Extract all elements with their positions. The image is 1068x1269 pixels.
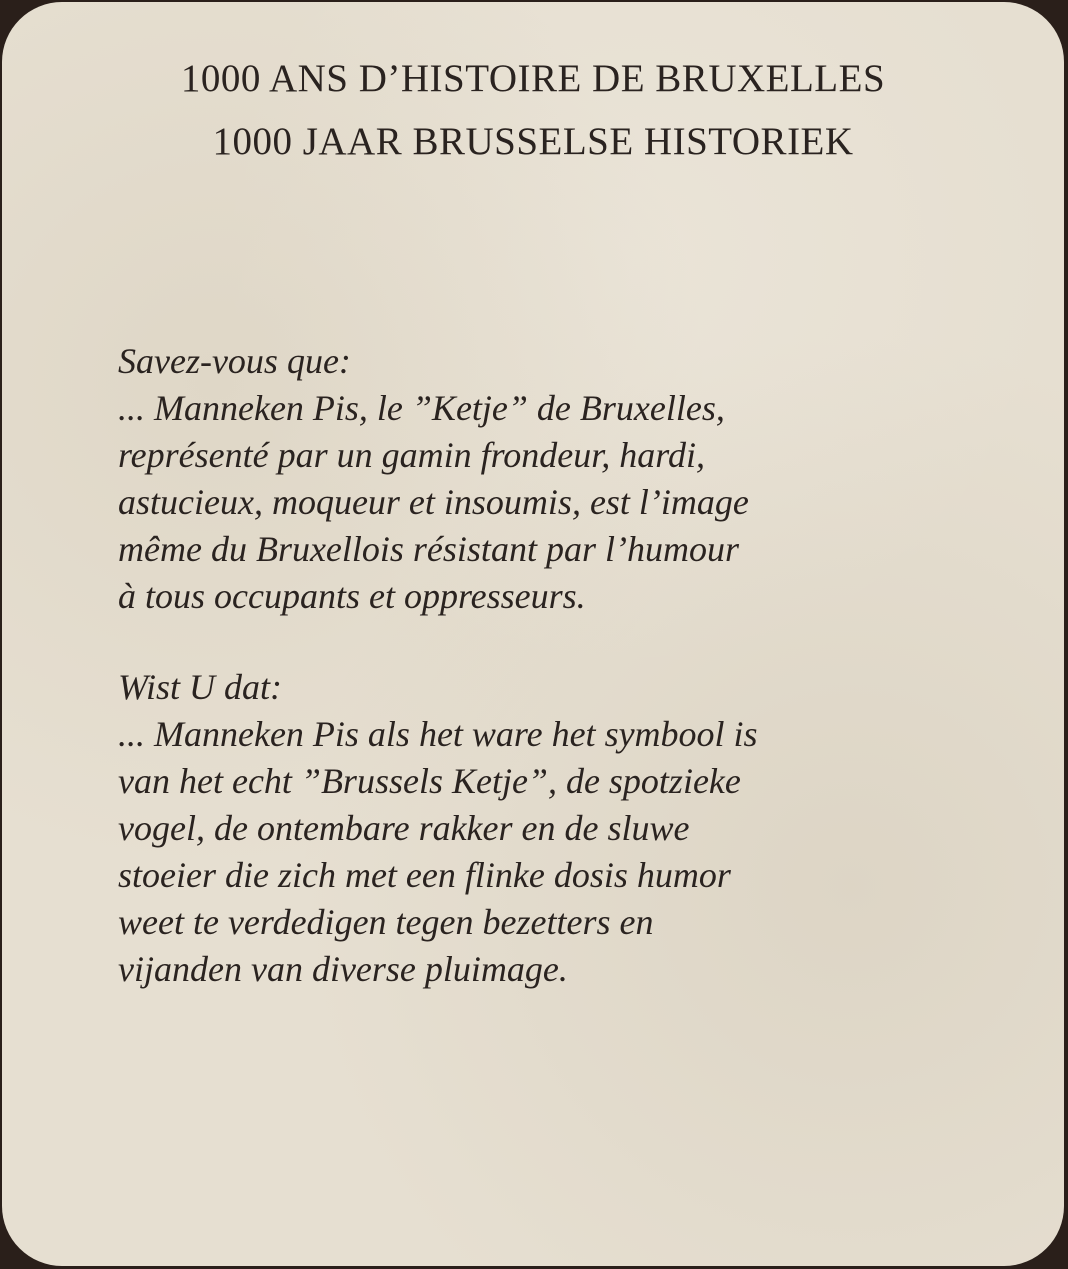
beer-coaster <box>2 2 1064 1266</box>
french-heading: Savez-vous que: <box>118 341 351 381</box>
french-line: même du Bruxellois résistant par l’humour <box>118 529 739 569</box>
dutch-line: stoeier die zich met een flinke dosis humor <box>118 855 731 895</box>
dutch-line: vogel, de ontembare rakker en de sluwe <box>118 808 690 848</box>
french-line: ... Manneken Pis, le ”Ketje” de Bruxelles, <box>118 388 725 428</box>
french-line: représenté par un gamin frondeur, hardi, <box>118 435 705 475</box>
dutch-line: ... Manneken Pis als het ware het symbool is <box>118 714 758 754</box>
french-line: à tous occupants et oppresseurs. <box>118 576 586 616</box>
dutch-line: weet te verdedigen tegen bezetters en <box>118 902 654 942</box>
title-french: 1000 ANS D’HISTOIRE DE BRUXELLES <box>180 57 886 100</box>
dutch-heading: Wist U dat: <box>118 667 283 707</box>
french-paragraph <box>118 338 998 620</box>
french-line: astucieux, moqueur et insoumis, est l’image <box>118 482 749 522</box>
dutch-paragraph <box>118 664 998 993</box>
dutch-line: van het echt ”Brussels Ketje”, de spotzieke <box>118 761 741 801</box>
title-dutch: 1000 JAAR BRUSSELSE HISTORIEK <box>212 120 854 163</box>
dutch-line: vijanden van diverse pluimage. <box>118 949 568 989</box>
